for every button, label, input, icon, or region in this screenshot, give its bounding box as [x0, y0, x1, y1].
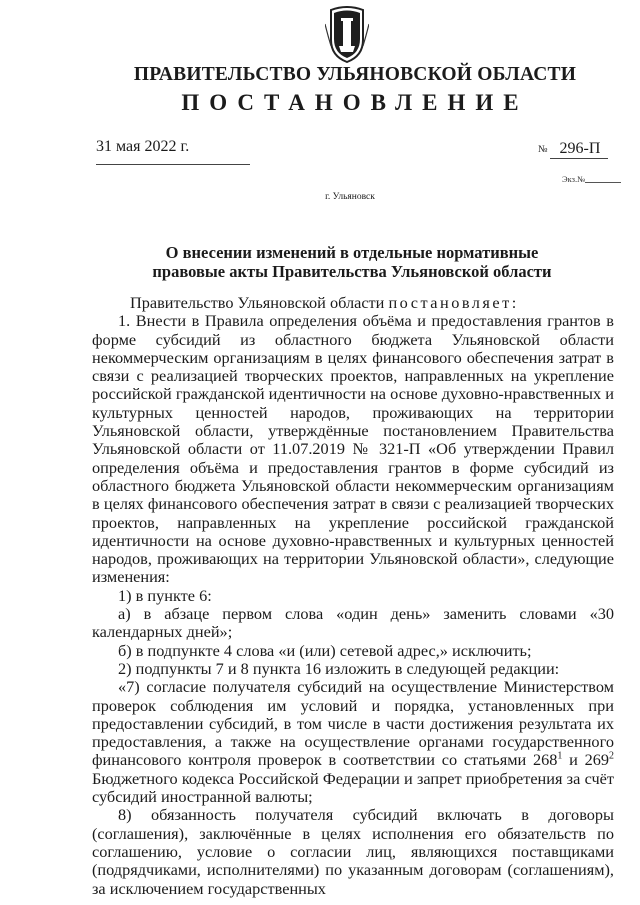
article-sup-1: 1	[557, 751, 563, 762]
decree-word: постановляет	[388, 293, 512, 312]
copy-number	[562, 174, 621, 184]
paragraph-7-text-c: Бюджетного кодекса Российской Федерации и запрет приобретения за счёт субсидий иностранной валюты;	[92, 768, 614, 807]
document-number	[538, 140, 608, 159]
preamble-colon: :	[511, 293, 517, 312]
paragraph-1: 1. Внести в Правила определения объёма и предоставления грантов в форме субсидий из областного бюджета Ульяновской области некоммерческим организациям в целях финансового обеспечения затрат в связи с реализацией творческих проектов, направленных на укрепление российской гражданской идентичности на основе духовно-нравственных и культурных ценностей народов, проживающих на территории Ульяновской области, утверждённые постановлением Правительства Ульяновской области от 11.07.2019 № 321-П «Об утверждении Правил определения объёма и предоставления грантов в форме субсидий из областного бюджета Ульяновской области некоммерческим организациям в целях финансового обеспечения затрат в связи с реализацией творческих проектов, направленных на укрепление российской гражданской идентичности на основе духовно-нравственных и культурных ценностей народов, проживающих на территории Ульяновской области», следующие изменения:	[92, 311, 614, 587]
paragraph-7	[92, 678, 614, 806]
city-label: г. Ульяновск	[325, 192, 375, 202]
preamble	[92, 294, 614, 312]
document-type-title: ПОСТАНОВЛЕНИЕ	[181, 90, 529, 115]
paragraph-8: 8) обязанность получателя субсидий включать в договоры (соглашения), заключённые в целях исполнения его обязательств по соглашению, условие о согласии лиц, являющихся поставщиками (подрядчиками, исполнителями) по указанным договорам (соглашениям), за исключением государственных	[92, 805, 614, 898]
copy-label: Экз.№	[562, 174, 586, 184]
paragraph-1-a: а) в абзаце первом слова «один день» заменить словами «30 календарных дней»;	[92, 604, 614, 642]
paragraph-7-text-a: «7) согласие получателя субсидий на осуществление Министерством проверок соблюдения им условий и порядка, установленных при предоставлении субсидий, в том числе в части достижения результата их предоставления, а также на осуществление органами государственного финансового контроля проверок в соответствии со статьями 268	[92, 677, 614, 770]
coat-of-arms-icon	[325, 6, 369, 64]
number-value: 296-П	[550, 140, 608, 159]
document-body	[92, 294, 614, 898]
copy-number-line	[585, 174, 621, 183]
document-subject	[112, 243, 592, 281]
document-date: 31 мая 2022 г.	[96, 138, 250, 165]
paragraph-1-1: 1) в пункте 6:	[118, 585, 212, 605]
paragraph-7-text-b: и 269	[562, 750, 610, 770]
preamble-text: Правительство Ульяновской области	[130, 293, 389, 312]
article-sup-2: 2	[609, 751, 615, 762]
subject-line-1: О внесении изменений в отдельные нормативные	[165, 243, 539, 262]
paragraph-2: 2) подпункты 7 и 8 пункта 16 изложить в следующей редакции:	[118, 658, 560, 678]
organization-title: ПРАВИТЕЛЬСТВО УЛЬЯНОВСКОЙ ОБЛАСТИ	[133, 64, 577, 85]
number-sign: №	[538, 144, 548, 155]
subject-line-2: правовые акты Правительства Ульяновской области	[152, 262, 552, 281]
paragraph-1-b: б) в подпункте 4 слова «и (или) сетевой адрес,» исключить;	[118, 640, 532, 660]
